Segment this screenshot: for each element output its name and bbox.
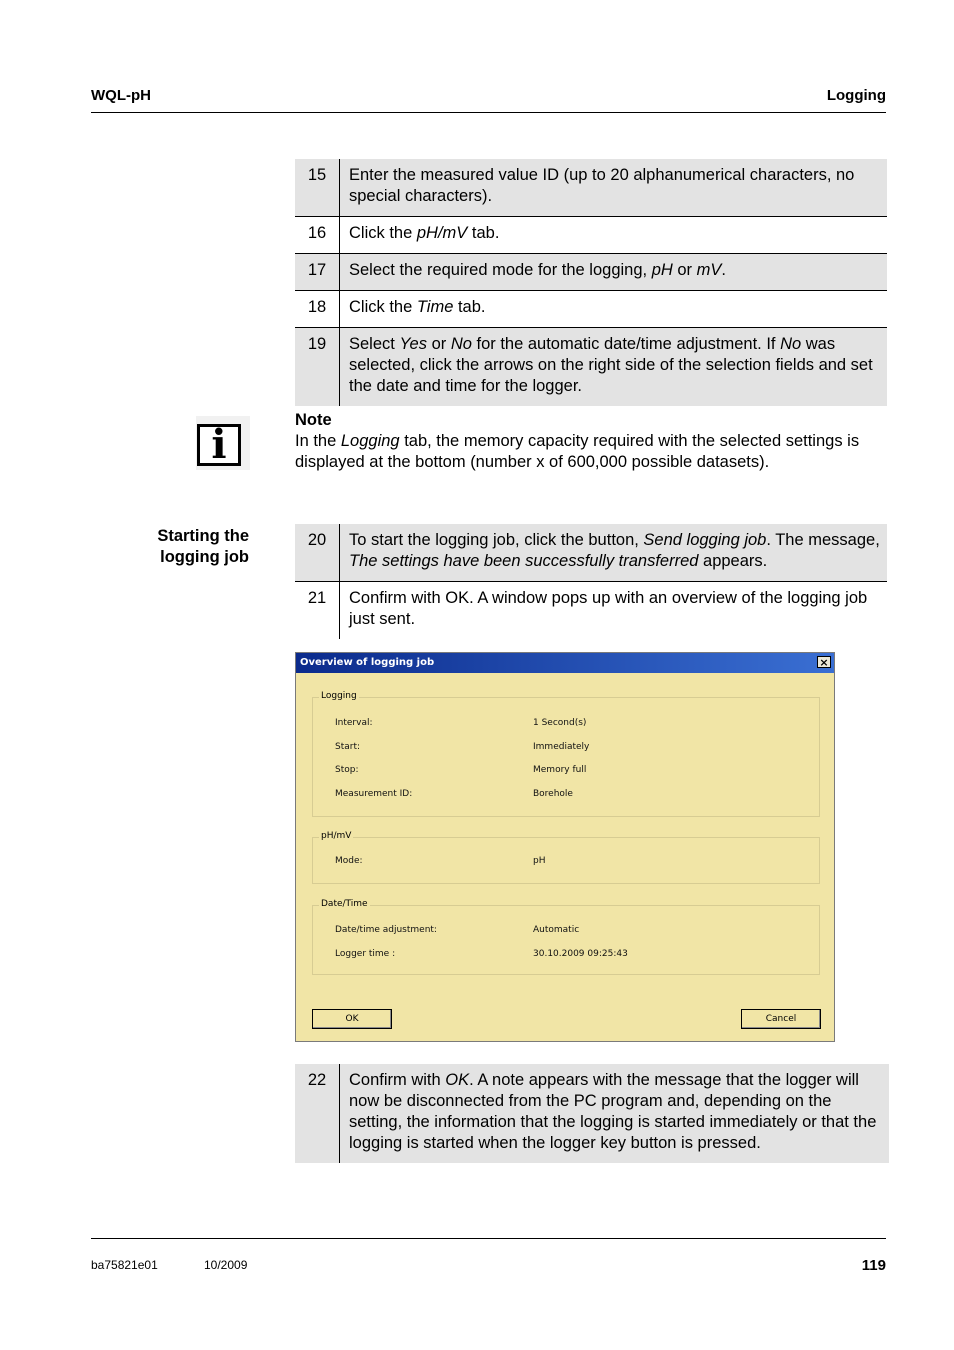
document-date: 10/2009 — [204, 1258, 248, 1272]
step-text: Click the pH/mV tab. — [340, 217, 888, 254]
steps-table-b — [295, 524, 887, 639]
info-icon: i — [196, 416, 250, 470]
field-value: Immediately — [533, 742, 590, 752]
step-number: 19 — [295, 328, 340, 407]
ok-button[interactable]: OK — [312, 1009, 392, 1029]
logging-group — [312, 691, 820, 817]
field-value: 1 Second(s) — [533, 718, 587, 728]
step-number: 22 — [295, 1064, 340, 1163]
overview-dialog — [295, 652, 835, 1042]
step-number: 21 — [295, 582, 340, 640]
document-code: ba75821e01 — [91, 1258, 158, 1272]
steps-table-c — [295, 1064, 889, 1163]
group-label: Date/Time — [321, 899, 368, 909]
step-row — [295, 159, 887, 217]
field-label: Interval: — [335, 718, 373, 728]
step-row — [295, 328, 887, 407]
datetime-group — [312, 899, 820, 975]
running-header-right: Logging — [826, 87, 886, 104]
note-title: Note — [295, 411, 332, 429]
step-number: 15 — [295, 159, 340, 217]
field-value: pH — [533, 856, 546, 866]
header-rule — [91, 112, 886, 113]
step-row — [295, 254, 887, 291]
field-label: Start: — [335, 742, 361, 752]
field-value: 30.10.2009 09:25:43 — [533, 949, 628, 959]
step-row — [295, 291, 887, 328]
field-value: Automatic — [533, 925, 580, 935]
steps-table-a — [295, 159, 887, 406]
step-row — [295, 1064, 889, 1163]
step-row — [295, 582, 887, 640]
step-number: 17 — [295, 254, 340, 291]
dialog-title: Overview of logging job — [300, 657, 435, 668]
field-label: Date/time adjustment: — [335, 925, 437, 935]
step-text: Click the Time tab. — [340, 291, 888, 328]
running-header-left: WQL-pH — [91, 87, 151, 104]
phmv-group — [312, 831, 820, 884]
section-heading: Starting the logging job — [157, 527, 249, 566]
step-text: Select Yes or No for the automatic date/time adjustment. If No was selected, click the arrows on the right side of the selection fields and set the date and time for the logger. — [340, 328, 888, 407]
field-value: Memory full — [533, 765, 587, 775]
step-text: Enter the measured value ID (up to 20 alphanumerical characters, no special characters). — [340, 159, 888, 217]
field-label: Mode: — [335, 856, 363, 866]
cancel-button[interactable]: Cancel — [741, 1009, 821, 1029]
step-text: Confirm with OK. A window pops up with an overview of the logging job just sent. — [340, 582, 888, 640]
field-label: Measurement ID: — [335, 789, 413, 799]
note-text: In the Logging tab, the memory capacity required with the selected settings is displayed at the bottom (number x of 600,000 possible datasets). — [295, 432, 860, 471]
step-row — [295, 524, 887, 582]
step-text: To start the logging job, click the button, Send logging job. The message, The settings have been successfully transferred appears. — [340, 524, 888, 582]
step-number: 18 — [295, 291, 340, 328]
step-text: Confirm with OK. A note appears with the message that the logger will now be disconnected from the PC program and, depending on the setting, the information that the logging is started immediately or that the logging is started when the logger key button is pressed. — [340, 1064, 890, 1163]
close-icon[interactable]: × — [817, 656, 831, 668]
group-label: Logging — [321, 691, 357, 701]
step-row — [295, 217, 887, 254]
group-label: pH/mV — [321, 831, 352, 841]
page-number: 119 — [861, 1257, 886, 1274]
field-value: Borehole — [533, 789, 573, 799]
step-number: 20 — [295, 524, 340, 582]
field-label: Stop: — [335, 765, 359, 775]
step-text: Select the required mode for the logging, pH or mV. — [340, 254, 888, 291]
step-number: 16 — [295, 217, 340, 254]
footer-rule — [91, 1238, 886, 1239]
dialog-title-bar — [296, 653, 834, 673]
field-label: Logger time : — [335, 949, 396, 959]
